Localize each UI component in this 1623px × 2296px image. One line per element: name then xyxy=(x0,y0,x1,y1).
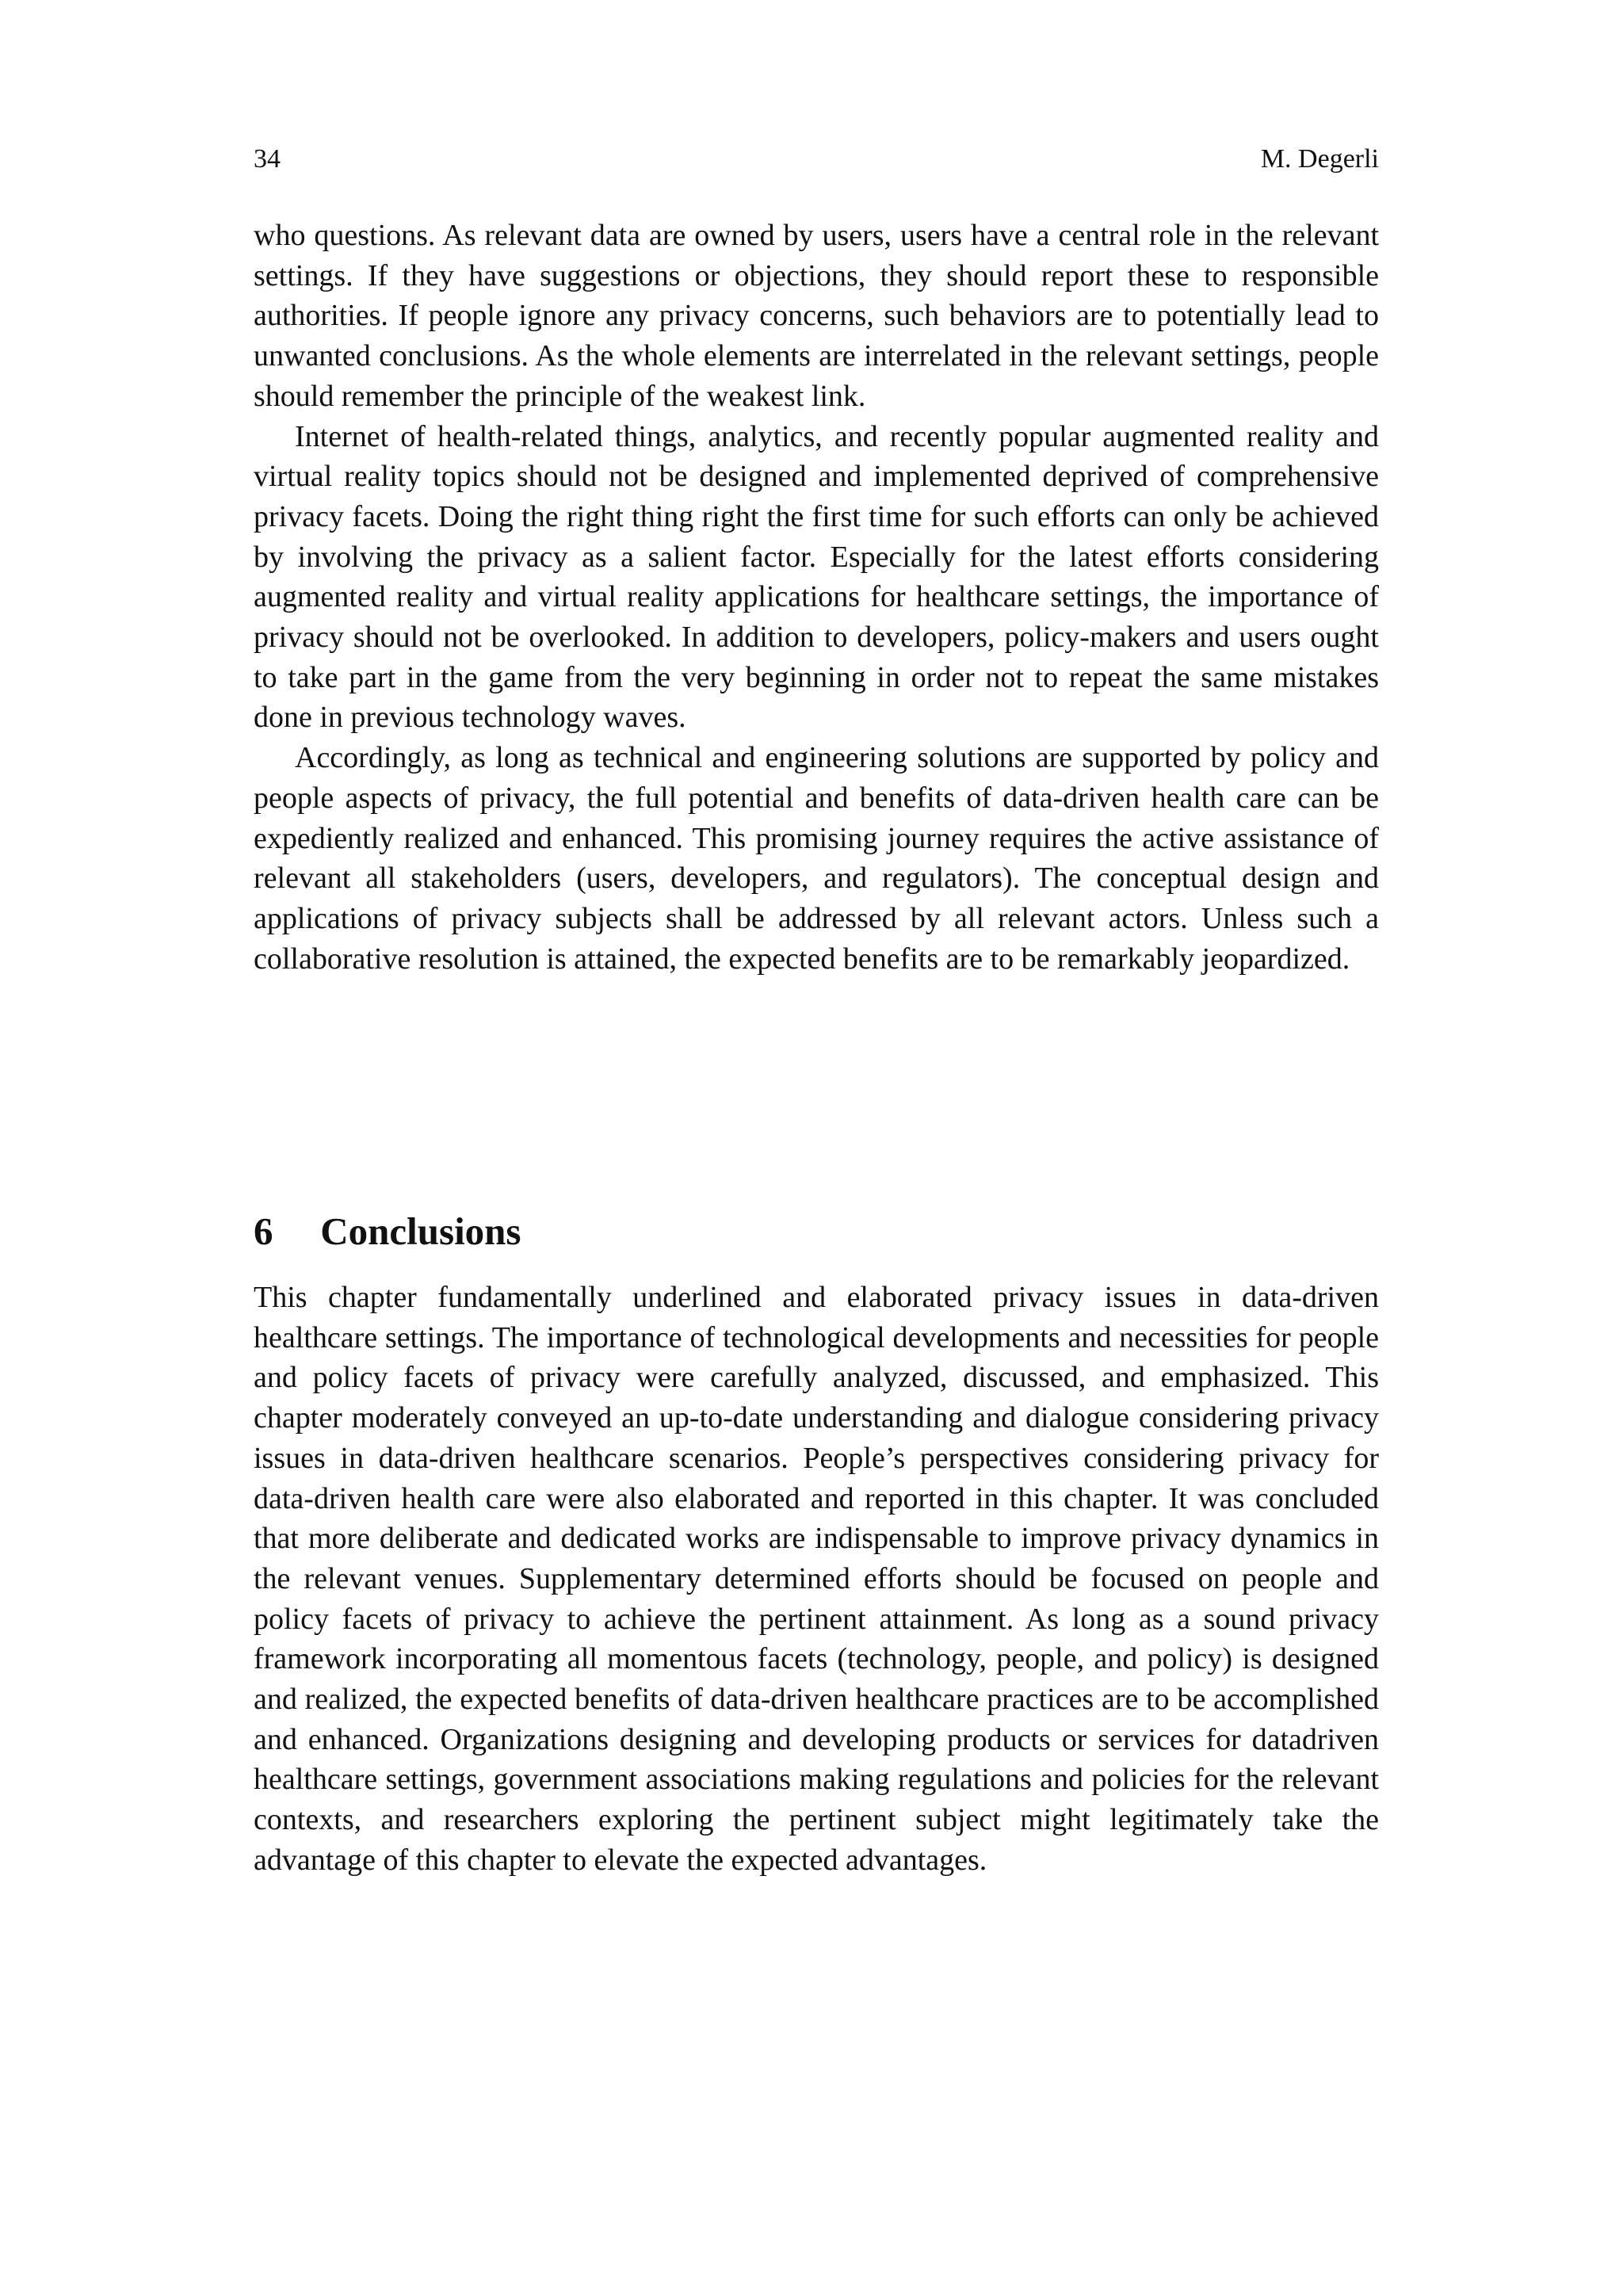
conclusions-body xyxy=(254,1278,1379,1881)
body-text-before-section xyxy=(254,216,1379,979)
running-head xyxy=(254,139,1379,179)
paragraph-continued: who questions. As relevant data are owned by users, users have a central role in the relevant settings. If they have suggestions or objections, they should report these to responsible authorities. If people ignore any privacy concerns, such behaviors are to potentially lead to unwanted conclusions. As the whole elements are interrelated in the relevant settings, people should remember the principle of the weakest link. xyxy=(254,219,1379,413)
author-running-head: M. Degerli xyxy=(1260,144,1379,174)
page-number: 34 xyxy=(254,144,281,174)
paragraph-accordingly: Accordingly, as long as technical and engineering solutions are supported by policy and people aspects of privacy, the full potential and benefits of data-driven health care can be expediently realized and enhanced. This promising journey requires the active assistance of relevant all stakeholders (users, developers, and regulators). The conceptual design and applications of privacy subjects shall be addressed by all relevant actors. Unless such a collaborative resolution is attained, the expected benefits are to be remarkably jeopardized. xyxy=(254,741,1379,976)
section-title: Conclusions xyxy=(320,1209,521,1253)
paragraph-internet-of-health-things: Internet of health-related things, analytics, and recently popular augmented reality and virtual reality topics should not be designed and implemented deprived of comprehensive privacy facets. Doing the right thing right the first time for such efforts can only be achieved by involving the privacy as a salient factor. Especially for the latest efforts considering augmented reality and virtual reality applications for healthcare settings, the importance of privacy should not be overlooked. In addition to developers, policy-makers and users ought to take part in the game from the very beginning in order not to repeat the same mistakes done in previous technology waves. xyxy=(254,419,1379,735)
paragraph-conclusions: This chapter fundamentally underlined and elaborated privacy issues in data-driven healthcare settings. The importance of technological developments and necessities for people and policy facets of privacy were carefully analyzed, discussed, and emphasized. This chapter moderately conveyed an up-to-date understanding and dialogue considering privacy issues in data-driven healthcare scenarios. People’s perspectives considering privacy for data-driven health care were also elaborated and reported in this chapter. It was concluded that more deliberate and dedicated works are indispensable to improve privacy dynamics in the relevant venues. Supplementary determined efforts should be focused on people and policy facets of privacy to achieve the pertinent attainment. As long as a sound privacy framework incorporating all momentous facets (technology, people, and policy) is designed and realized, the expected benefits of data-driven healthcare practices are to be accomplished and enhanced. Organizations designing and developing products or services for datadriven healthcare settings, government associations making regulations and policies for the relevant contexts, and researchers exploring the pertinent subject might legitimately take the advantage of this chapter to elevate the expected advantages. xyxy=(254,1281,1379,1877)
section-heading-conclusions xyxy=(254,1208,1379,1255)
section-number: 6 xyxy=(254,1209,273,1253)
